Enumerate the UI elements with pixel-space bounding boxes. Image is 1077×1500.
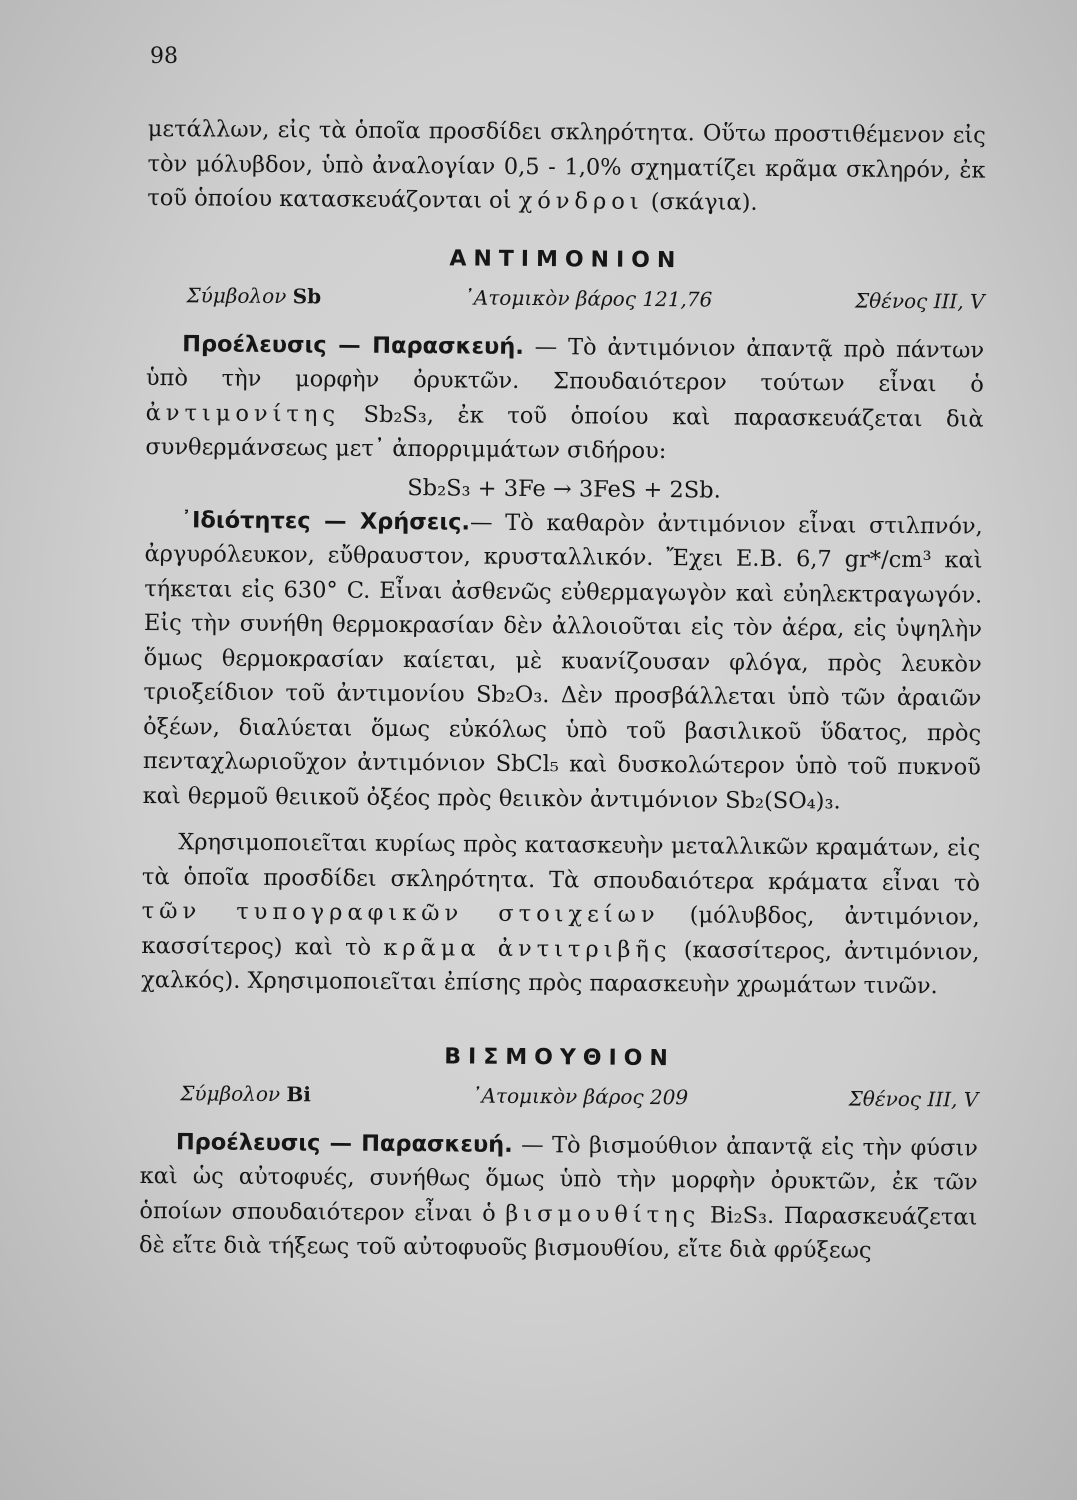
antimony-valence: Σθένος III, V	[854, 288, 985, 314]
antimony-origin-title: Προέλευσις — Παρασκευή.	[182, 330, 524, 360]
bismuth-meta	[180, 1081, 978, 1111]
intro-paragraph	[147, 112, 986, 222]
bismuth-valence: Σθένος III, V	[848, 1086, 979, 1112]
antimonite-term: ἀντιμονίτης	[145, 399, 341, 428]
antimony-equation: Sb₂S₃ + 3Fe → 3FeS + 2Sb.	[407, 474, 721, 504]
page-content	[139, 112, 986, 1269]
page-number: 98	[150, 44, 178, 69]
bismuth-atomic-weight: ᾿Ατομικὸν βάρος 209	[471, 1083, 689, 1109]
intro-text-1: μετάλλων, εἰς τὰ ὁποῖα προσδίδει σκληρότητα. Οὕτω προστιθέμενον εἰς τὸν μόλυβδον, ὑπὸ ἀναλογίαν 0,5 - 1,0% σχηματίζει κρᾶμα σκληρόν, ἐκ τοῦ ὁποίου κατασκευάζονται οἱ	[147, 115, 986, 214]
bismuth-origin-paragraph: Προέλευσις — Παρασκευή. — Τὸ βισμούθιον ἀπαντᾷ εἰς τὴν φύσιν καὶ ὡς αὐτοφυές, συνήθως ὅμως ὑπὸ τὴν μορφὴν ὀρυκτῶν, ἐκ τῶν ὁποίων σπουδαιότερον εἶναι ὁ βισμουθίτης Bi₂S₃. Παρασκευάζεται δὲ εἴτε διὰ τήξεως τοῦ αὐτοφυοῦς βισμουθίου, εἴτε διὰ φρύξεως	[138, 1128, 978, 1264]
bismuth-origin-title: Προέλευσις — Παρασκευή.	[175, 1128, 513, 1158]
antimony-uses-paragraph: Χρησιμοποιεῖται κυρίως πρὸς κατασκευὴν μεταλλικῶν κραμάτων, εἰς τὰ ὁποῖα προσδίδει σκληρότητα. Τὰ σπουδαιότερα κράματα εἶναι τὸ τῶν τυπογραφικῶν στοιχείων (μόλυβδος, ἀντιμόνιον, κασσίτερος) καὶ τὸ κρᾶμα ἀντιτριβῆς (κασσίτερος, ἀντιμόνιον, χαλκός). Χρησιμοποιεῖται ἐπίσης πρὸς παρασκευὴν χρωμάτων τινῶν.	[141, 829, 981, 1000]
antimony-properties-title: ᾿Ιδιότητες — Χρήσεις.	[180, 506, 471, 536]
antimony-properties-paragraph: ᾿Ιδιότητες — Χρήσεις.— Τὸ καθαρὸν ἀντιμόνιον εἶναι στιλπνόν, ἀργυρόλευκον, εὔθραυστον, κρυσταλλικόν. Ἔχει Ε.Β. 6,7 gr*/cm³ καὶ τήκεται εἰς 630° C. Εἶναι ἀσθενῶς εὐθερμαγωγὸν καὶ εὐηλεκτραγωγόν. Εἰς τὴν συνήθη θερμοκρασίαν δὲν ἀλλοιοῦται εἰς τὸν ἀέρα, εἰς ὑψηλὴν ὅμως θερμοκρασίαν καίεται, μὲ κυανίζουσαν φλόγα, πρὸς λευκὸν τριοξείδιον τοῦ ἀντιμονίου Sb₂O₃. Δὲν προσβάλλεται ὑπὸ τῶν ἀραιῶν ὀξέων, διαλύεται ὅμως εὐκόλως ὑπὸ τοῦ βασιλικοῦ ὕδατος, πρὸς πενταχλωριοῦχον ἀντιμόνιον SbCl₅ καὶ δυσκολώτερον ὑπὸ τοῦ πυκνοῦ καὶ θερμοῦ θειικοῦ ὀξέος πρὸς θειικὸν ἀντιμόνιον Sb₂(SO₄)₃.	[142, 506, 983, 814]
intro-spaced-term: χόνδροι	[518, 187, 644, 215]
type-metal-term: τῶν τυπογραφικῶν στοιχείων	[141, 897, 660, 929]
antimony-heading: ΑΝΤΙΜΟΝΙΟΝ	[449, 245, 683, 273]
intro-text-2: (σκάγια).	[643, 188, 758, 216]
antimony-symbol: Σύμβολον Sb	[186, 282, 322, 308]
antimony-origin-paragraph: Προέλευσις — Παρασκευή. — Τὸ ἀντιμόνιον ἀπαντᾷ πρὸ πάντων ὑπὸ τὴν μορφὴν ὀρυκτῶν. Σπουδαιότερον τούτων εἶναι ὁ ἀντιμονίτης Sb₂S₃, ἐκ τοῦ ὁποίου καὶ παρασκευάζεται διὰ συνθερμάνσεως μετ᾽ ἀπορριμμάτων σιδήρου:	[145, 330, 985, 465]
bismuth-heading: ΒΙΣΜΟΥΘΙΟΝ	[444, 1043, 675, 1071]
antimony-meta	[186, 283, 984, 313]
antimonite-formula: Sb₂S₃	[363, 401, 427, 428]
bismuthinite-formula: Bi₂S₃	[709, 1201, 768, 1229]
antifriction-alloy-term: κρᾶμα ἀντιτριβῆς	[383, 934, 672, 963]
bismuthinite-term: βισμουθίτης	[505, 1200, 701, 1228]
bismuth-symbol: Σύμβολον Bi	[180, 1080, 312, 1106]
antimony-atomic-weight: ᾿Ατομικὸν βάρος 121,76	[463, 284, 713, 311]
